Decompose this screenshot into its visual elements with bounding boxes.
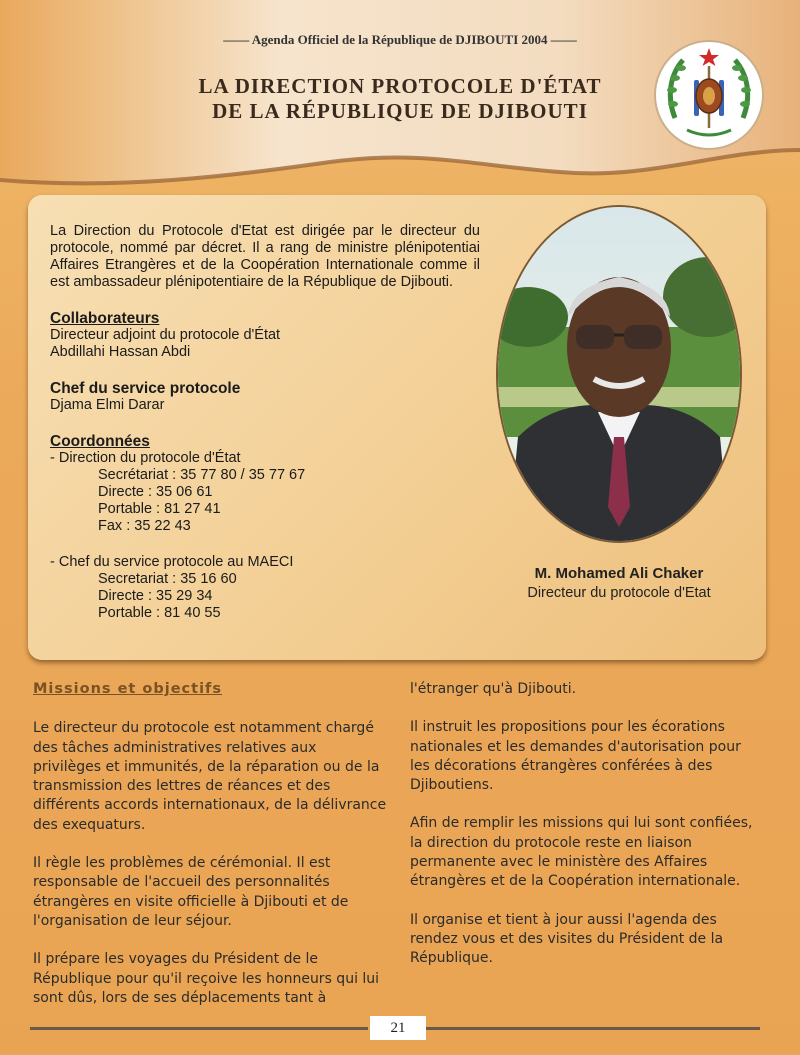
running-header: —— Agenda Officiel de la République de DJIBOUTI 2004 ——: [223, 32, 577, 47]
footer-rule-left: [30, 1027, 368, 1030]
collaborators-heading: Collaborateurs: [50, 310, 160, 327]
contact-line: Directe : 35 29 34: [98, 588, 213, 604]
collaborator-name: Abdillahi Hassan Abdi: [50, 344, 191, 360]
protocol-chief-name: Djama Elmi Darar: [50, 397, 165, 413]
missions-paragraph: Il organise et tient à jour aussi l'agenda des rendez vous et des visites du Président de la République.: [410, 911, 724, 967]
missions-paragraph: Il prépare les voyages du Président de le République pour qu'il reçoive les honneurs qui lui sont dûs, lors de ses déplacements tant à: [33, 951, 380, 1006]
contact-line: Directe : 35 06 61: [98, 484, 213, 500]
title-line-1: LA DIRECTION PROTOCOLE D'ÉTAT: [198, 74, 602, 98]
djibouti-coat-of-arms-icon: [653, 38, 765, 152]
footer-rule-right: [426, 1027, 760, 1030]
missions-column-right: [410, 680, 765, 988]
intro-paragraph: La Direction du Protocole d'Etat est dirigée par le directeur du protocole, nommé par décret. Il a rang de ministre plénipotentiai Affaires Etrangères et de la Coopération Internationale comme il est ambassadeur plénipotentiaire de la République de Djibouti.: [50, 223, 480, 290]
protocol-chief-heading: Chef du service protocole: [50, 380, 241, 397]
contact-line: Secretariat : 35 16 60: [98, 571, 237, 587]
contact-line: Portable : 81 40 55: [98, 605, 221, 621]
director-portrait: [498, 207, 740, 541]
contact-group-direction: - Direction du protocole d'État: [50, 450, 241, 466]
title-line-2: DE LA RÉPUBLIQUE DE DJIBOUTI: [212, 99, 588, 123]
missions-column-left: [33, 680, 388, 1027]
page-number: 21: [370, 1016, 426, 1040]
contacts-heading: Coordonnées: [50, 433, 150, 450]
missions-heading: Missions et objectifs: [33, 681, 222, 697]
contact-line: Fax : 35 22 43: [98, 518, 191, 534]
missions-paragraph: Il instruit les propositions pour les écorations nationales et les demandes d'autorisation pour les décorations étrangères conférées à des Djiboutiens.: [410, 719, 741, 794]
portrait-caption-role: Directeur du protocole d'Etat: [527, 585, 711, 601]
missions-paragraph: Afin de remplir les missions qui lui sont confiées, la direction du protocole reste en liaison permanente avec le ministère des Affaires étrangères et de la Coopération internationale.: [410, 815, 753, 890]
missions-paragraph: Le directeur du protocole est notamment chargé des tâches administratives relatives aux privilèges et immunités, de la réparation ou de la transmission des lettres de réances et des différents accords internationaux, de la délivrance des exequaturs.: [33, 720, 387, 833]
contact-group-maeci: - Chef du service protocole au MAECI: [50, 554, 294, 570]
director-info-panel: [28, 195, 766, 660]
contact-line: Secrétariat : 35 77 80 / 35 77 67: [98, 467, 306, 483]
collaborator-role: Directeur adjoint du protocole d'État: [50, 327, 281, 343]
page-title: [140, 74, 660, 124]
director-info-text: [50, 223, 480, 622]
missions-paragraph: l'étranger qu'à Djibouti.: [410, 681, 577, 697]
missions-paragraph: Il règle les problèmes de cérémonial. Il est responsable de l'accueil des personnalités étrangères en visite officielle à Djibouti et de l'organisation de leur séjour.: [33, 855, 349, 929]
portrait-caption-name: M. Mohamed Ali Chaker: [534, 565, 704, 582]
contact-line: Portable : 81 27 41: [98, 501, 221, 517]
